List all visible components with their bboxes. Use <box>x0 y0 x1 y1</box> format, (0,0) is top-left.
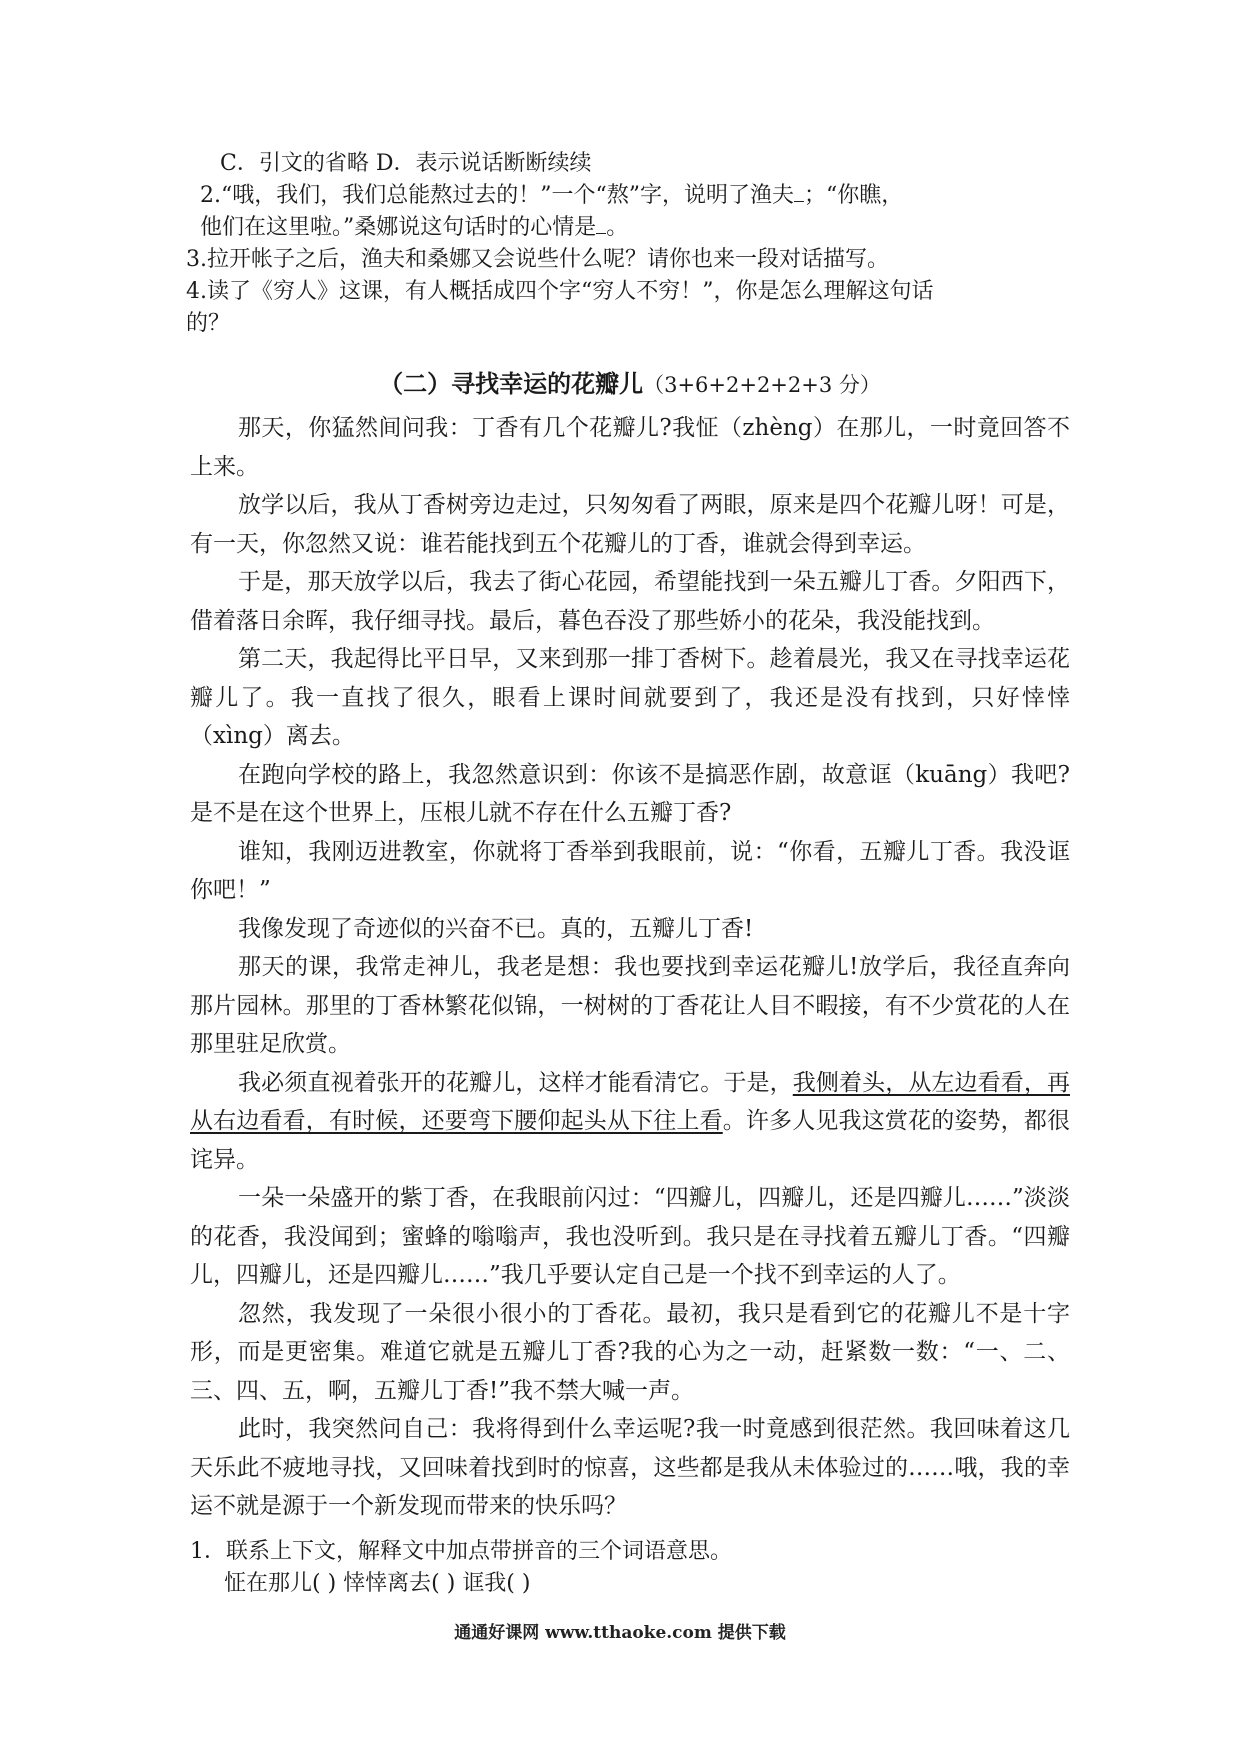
passage-paragraph: 那天的课，我常走神儿，我老是想：我也要找到幸运花瓣儿!放学后，我径直奔向那片园林。那里的丁香林繁花似锦，一树树的丁香花让人目不暇接，有不少赏花的人在那里驻足欣赏。 <box>190 954 1070 1057</box>
question-2-line-1 <box>190 180 1070 212</box>
question-2-text-a: 2.“哦，我们，我们总能熬过去的！”一个“熬”字，说明了渔夫 <box>200 183 794 208</box>
question-2-line-2 <box>190 212 1070 244</box>
question-1-items: 怔在那儿( ) 悻悻离去( ) 诓我( ) <box>224 1570 531 1596</box>
paragraph-text: 我必须直视着张开的花瓣儿，这样才能看清它。于是， <box>238 1069 793 1096</box>
passage-paragraph: 谁知，我刚迈进教室，你就将丁香举到我眼前，说：“你看，五瓣儿丁香。我没诓你吧！” <box>190 838 1070 903</box>
paragraph-text: 。许多人见我这赏花的姿势，都很诧异。 <box>190 1108 1071 1173</box>
passage-paragraph: 忽然，我发现了一朵很小很小的丁香花。最初，我只是看到它的花瓣儿不是十字形，而是更密集。难道它就是五瓣儿丁香?我的心为之一动，赶紧数一数：“一、二、三、四、五，啊，五瓣儿丁香!”我不禁大喊一声。 <box>190 1300 1070 1404</box>
question-2-text-b: ；“你瞧， <box>803 183 904 208</box>
answer-blank[interactable] <box>596 215 606 234</box>
question-4-line-2: 的？ <box>186 311 231 336</box>
question-3: 3.拉开帐子之后，渔夫和桑娜又会说些什么呢？请你也来一段对话描写。 <box>186 247 889 272</box>
passage-paragraph: 此时，我突然问自己：我将得到什么幸运呢?我一时竟感到很茫然。我回味着这几天乐此不疲地寻找，又回味着找到时的惊喜，这些都是我从未体验过的……哦，我的幸运不就是源于一个新发现而带来的快乐吗？ <box>190 1416 1070 1519</box>
question-2-text-c: 他们在这里啦。”桑娜说这句话时的心情是 <box>200 215 597 240</box>
question-2-text-d: 。 <box>606 215 629 240</box>
passage-paragraph: 我像发现了奇迹似的兴奋不已。真的，五瓣儿丁香! <box>238 915 754 942</box>
footer-credit: 通通好课网 www.tthaoke.com 提供下载 <box>454 1623 786 1643</box>
answer-blank[interactable] <box>794 183 804 202</box>
question-4-line-1: 4.读了《穷人》这课，有人概括成四个字“穷人不穷！”，你是怎么理解这句话 <box>186 279 934 304</box>
question-1: 1．联系上下文，解释文中加点带拼音的三个词语意思。 <box>190 1538 732 1564</box>
options-c-d: C．引文的省略 D．表示说话断断续续 <box>220 151 592 176</box>
passage-paragraph: 第二天，我起得比平日早，又来到那一排丁香树下。趁着晨光，我又在寻找幸运花瓣儿了。我一直找了很久，眼看上课时间就要到了，我还是没有找到，只好悻悻（xìng）离去。 <box>190 646 1070 749</box>
passage-paragraph: 在跑向学校的路上，我忽然意识到：你该不是搞恶作剧，故意诓（kuāng）我吧?是不是在这个世界上，压根儿就不存在什么五瓣丁香? <box>190 761 1070 826</box>
passage-paragraph: 于是，那天放学以后，我去了街心花园，希望能找到一朵五瓣儿丁香。夕阳西下，借着落日余晖，我仔细寻找。最后，暮色吞没了那些娇小的花朵，我没能找到。 <box>190 569 1070 634</box>
section-title-text: （二）寻找幸运的花瓣儿 <box>379 369 644 398</box>
passage-paragraph: 那天，你猛然间问我：丁香有几个花瓣儿?我怔（zhèng）在那儿，一时竟回答不上来。 <box>190 415 1070 480</box>
section-title <box>190 366 1070 403</box>
passage-paragraph-underlined <box>190 1064 1070 1180</box>
section-score: （3+6+2+2+2+3 分） <box>643 373 881 397</box>
underlined-sentence: 我侧着头，从左边看看，再从右边看看，有时候，还要弯下腰仰起头从下往上看 <box>190 1069 1071 1134</box>
passage-paragraph: 放学以后，我从丁香树旁边走过，只匆匆看了两眼，原来是四个花瓣儿呀！可是，有一天，你忽然又说：谁若能找到五个花瓣儿的丁香，谁就会得到幸运。 <box>190 492 1070 557</box>
document-page <box>186 148 1071 1600</box>
passage-paragraph: 一朵一朵盛开的紫丁香，在我眼前闪过：“四瓣儿，四瓣儿，还是四瓣儿……”淡淡的花香，我没闻到；蜜蜂的嗡嗡声，我也没听到。我只是在寻找着五瓣儿丁香。“四瓣儿，四瓣儿，还是四瓣儿……”我几乎要认定自己是一个找不到幸运的人了。 <box>190 1185 1070 1288</box>
